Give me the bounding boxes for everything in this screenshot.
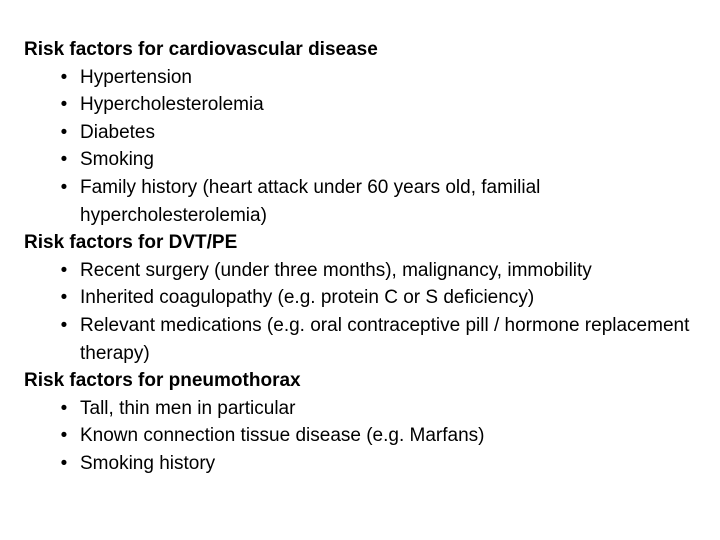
list-item-text: Hypercholesterolemia bbox=[80, 94, 264, 116]
list-item-text: Recent surgery (under three months), malignancy, immobility bbox=[80, 259, 592, 281]
list-item bbox=[24, 312, 704, 367]
bullet-icon: • bbox=[60, 66, 68, 88]
list-item bbox=[24, 284, 704, 312]
bullet-icon: • bbox=[60, 176, 68, 198]
section-cardiovascular bbox=[24, 36, 704, 229]
bullet-icon: • bbox=[60, 314, 68, 336]
list-item-text: Diabetes bbox=[80, 121, 155, 143]
section-dvt-pe bbox=[24, 229, 704, 367]
section-heading: Risk factors for pneumothorax bbox=[24, 370, 301, 392]
section-heading: Risk factors for DVT/PE bbox=[24, 232, 238, 254]
list-item bbox=[24, 422, 704, 450]
list-item bbox=[24, 450, 704, 478]
bullet-icon: • bbox=[60, 149, 68, 171]
list-item bbox=[24, 257, 704, 285]
list-item-text: Tall, thin men in particular bbox=[80, 397, 296, 419]
list-item-text: Smoking bbox=[80, 149, 154, 171]
list-item bbox=[24, 395, 704, 423]
list-item bbox=[24, 174, 704, 229]
bullet-list bbox=[24, 257, 704, 367]
list-item bbox=[24, 119, 704, 147]
bullet-list bbox=[24, 64, 704, 230]
list-item-text: Known connection tissue disease (e.g. Marfans) bbox=[80, 425, 485, 447]
list-item bbox=[24, 146, 704, 174]
list-item bbox=[24, 64, 704, 92]
bullet-icon: • bbox=[60, 425, 68, 447]
list-item-text: Inherited coagulopathy (e.g. protein C or S deficiency) bbox=[80, 287, 535, 309]
bullet-icon: • bbox=[60, 397, 68, 419]
bullet-icon: • bbox=[60, 452, 68, 474]
section-pneumothorax bbox=[24, 367, 704, 477]
list-item-text: Family history (heart attack under 60 years old, familial hypercholesterolemia) bbox=[80, 176, 541, 226]
list-item-text: Smoking history bbox=[80, 452, 216, 474]
bullet-icon: • bbox=[60, 259, 68, 281]
bullet-list bbox=[24, 395, 704, 478]
bullet-icon: • bbox=[60, 94, 68, 116]
bullet-icon: • bbox=[60, 287, 68, 309]
bullet-icon: • bbox=[60, 121, 68, 143]
section-heading: Risk factors for cardiovascular disease bbox=[24, 39, 378, 60]
list-item-text: Relevant medications (e.g. oral contraceptive pill / hormone replacement therapy) bbox=[80, 314, 690, 364]
slide-content bbox=[24, 36, 704, 478]
list-item bbox=[24, 91, 704, 119]
list-item-text: Hypertension bbox=[80, 66, 192, 88]
